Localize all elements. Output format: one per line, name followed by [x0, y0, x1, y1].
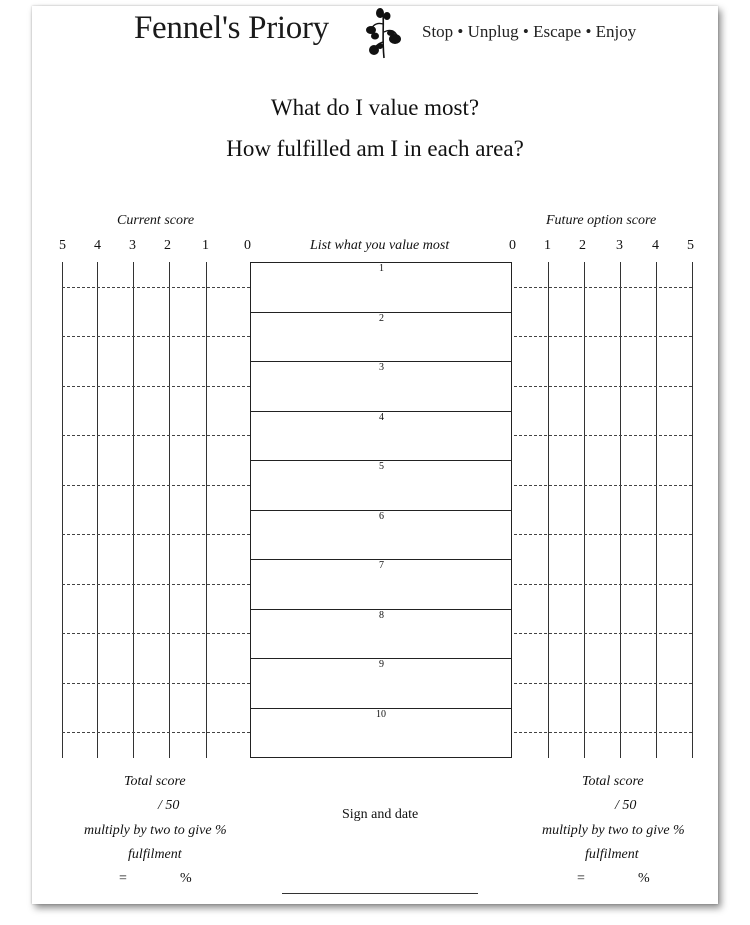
right-total-label: Total score	[582, 774, 644, 789]
left-dash	[62, 336, 250, 337]
row-number: 2	[379, 313, 384, 324]
row-number: 7	[379, 560, 384, 571]
sign-and-date-label: Sign and date	[342, 807, 419, 822]
row-number: 1	[379, 263, 384, 274]
row-number: 9	[379, 659, 384, 670]
right-dash	[514, 633, 692, 634]
left-dash	[62, 435, 250, 436]
row-number: 10	[376, 709, 386, 720]
left-total-percent: %	[180, 871, 192, 886]
left-dash	[62, 534, 250, 535]
left-total-equals: =	[119, 871, 127, 886]
right-dash	[514, 534, 692, 535]
right-total-instruction: multiply by two to give %	[542, 823, 685, 838]
value-list-box	[250, 262, 512, 758]
right-dash	[514, 732, 692, 733]
question-values: What do I value most?	[270, 95, 480, 120]
right-scale-3: 3	[616, 238, 623, 253]
question-fulfilment: How fulfilled am I in each area?	[226, 136, 524, 161]
left-dash	[62, 633, 250, 634]
right-scale-0: 0	[509, 238, 516, 253]
sprig-icon	[362, 6, 404, 60]
right-scale-4: 4	[652, 238, 659, 253]
left-scale-3: 3	[129, 238, 136, 253]
left-dash	[62, 584, 250, 585]
current-score-heading: Current score	[117, 213, 195, 228]
right-grid-line	[692, 262, 693, 758]
left-scale-5: 5	[59, 238, 66, 253]
left-total-label: Total score	[124, 774, 186, 789]
brand-name: Fennel's Priory	[134, 10, 329, 46]
right-dash	[514, 584, 692, 585]
value-list-heading: List what you value most	[310, 238, 450, 253]
left-dash	[62, 683, 250, 684]
right-total-out-of: / 50	[615, 798, 637, 813]
row-number: 8	[379, 610, 384, 621]
left-total-instruction: multiply by two to give %	[84, 823, 227, 838]
left-total-fulfilment: fulfilment	[128, 847, 182, 862]
left-dash	[62, 485, 250, 486]
left-dash	[62, 732, 250, 733]
right-scale-2: 2	[579, 238, 586, 253]
left-dash	[62, 386, 250, 387]
right-dash	[514, 336, 692, 337]
right-scale-1: 1	[544, 238, 551, 253]
future-score-heading: Future option score	[546, 213, 657, 228]
signature-line	[282, 893, 478, 894]
row-number: 5	[379, 461, 384, 472]
left-total-out-of: / 50	[158, 798, 180, 813]
right-dash	[514, 435, 692, 436]
left-dash	[62, 287, 250, 288]
right-total-equals: =	[577, 871, 585, 886]
right-dash	[514, 485, 692, 486]
right-dash	[514, 683, 692, 684]
right-dash	[514, 386, 692, 387]
row-number: 4	[379, 412, 384, 423]
left-scale-4: 4	[94, 238, 101, 253]
left-scale-2: 2	[164, 238, 171, 253]
row-number: 6	[379, 511, 384, 522]
right-total-fulfilment: fulfilment	[585, 847, 639, 862]
right-total-percent: %	[638, 871, 650, 886]
left-scale-0: 0	[244, 238, 251, 253]
tagline: Stop • Unplug • Escape • Enjoy	[422, 22, 637, 41]
left-scale-1: 1	[202, 238, 209, 253]
right-scale-5: 5	[687, 238, 694, 253]
row-number: 3	[379, 362, 384, 373]
right-dash	[514, 287, 692, 288]
